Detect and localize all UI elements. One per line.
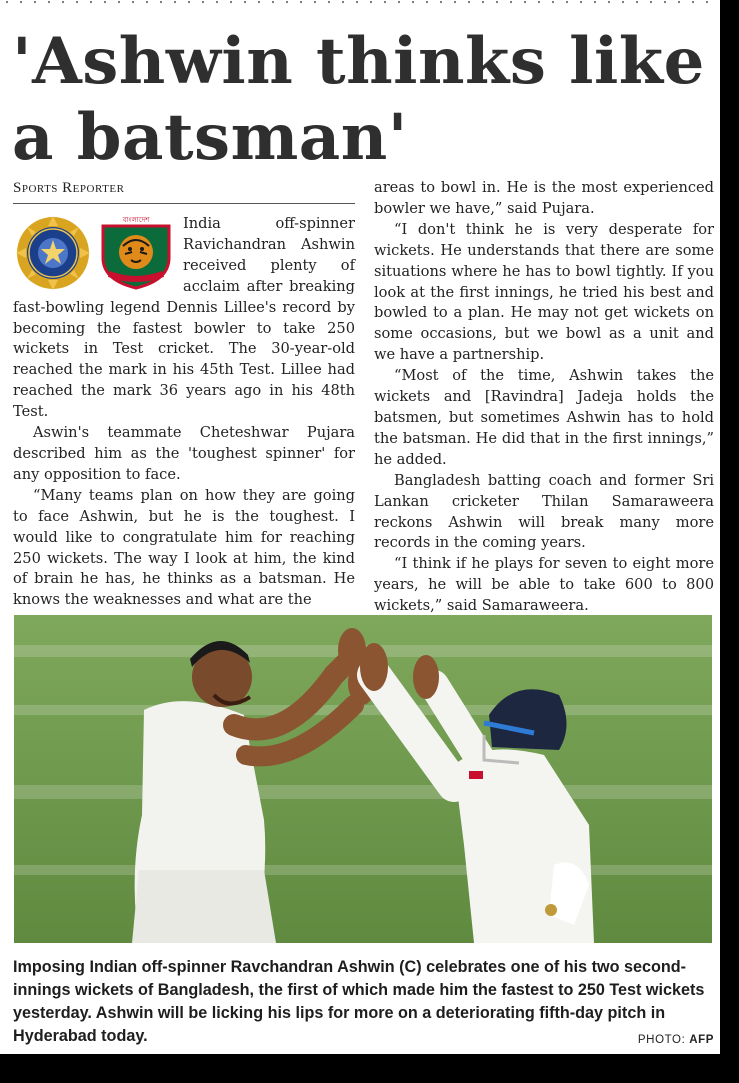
headline: 'Ashwin thinks like a batsman' xyxy=(12,24,705,175)
byline: Sports Reporter xyxy=(13,178,355,204)
article-column-left xyxy=(13,178,355,609)
logo-group xyxy=(13,214,177,296)
article-paragraph: “I think if he plays for seven to eight more years, he will be able to take 600 to 800 wickets,” said Samaraweera. xyxy=(374,555,714,615)
photo-caption: Imposing Indian off-spinner Ravchandran Ashwin (C) celebrates one of his two second-innings wickets of Bangladesh, the first of which made him the fastest to 250 Test wickets yesterday. Ashwin will be licking his lips for more on a deteriorating fifth-day pitch in Hyderabad today. xyxy=(13,958,705,1045)
article-paragraph: Bangladesh batting coach and former Sri Lankan cricketer Thilan Samaraweera reckons Ashwin will break many more records in the coming years. xyxy=(374,471,714,552)
photo-credit xyxy=(638,1034,714,1046)
article-paragraph: “Most of the time, Ashwin takes the wickets and [Ravindra] Jadeja holds the batsmen, but sometimes Ashwin has to hold the batsman. He did that in the first innings,” he added. xyxy=(374,367,714,468)
article-paragraph: “Many teams plan on how they are going to face Ashwin, but he is the toughest. I would like to congratulate him for reaching 250 wickets. The way I look at him, the kind of brain he has, he thinks as a batsman. He knows the weaknesses and what are the xyxy=(13,486,355,609)
bcb-logo-icon xyxy=(99,214,173,290)
article-paragraph: areas to bowl in. He is the most experienced bowler we have,” said Pujara. xyxy=(374,179,714,217)
article-paragraph: India off-spinner Ravichandran Ashwin received plenty of acclaim after breaking fast-bowling legend Dennis Lillee's record by becoming the fastest bowler to take 250 wickets in Test cricket. The 30-year-old reached the mark in his 45th Test. Lillee had reached the mark 36 years ago in his 48th Test. xyxy=(13,215,355,421)
article-paragraph: Aswin's teammate Cheteshwar Pujara described him as the 'toughest spinner' for any opposition to face. xyxy=(13,424,355,483)
bcb-logo-script: বাংলাদেশ xyxy=(122,216,150,224)
article-column-right xyxy=(374,178,714,615)
news-photo xyxy=(14,615,712,943)
top-dotted-rule xyxy=(0,0,720,4)
article-paragraph: “I don't think he is very desperate for wickets. He understands that there are some situations where he has to bowl tightly. If you look at the first innings, he tried his best and bowled to a plan. He may not get wickets on some occasions, but we bowl as a unit and we have a partnership. xyxy=(374,220,714,364)
bcci-logo-icon xyxy=(16,216,90,290)
photo-credit-label: PHOTO: xyxy=(637,1034,686,1046)
cricket-celebration-image xyxy=(14,615,712,943)
photo-credit-source: AFP xyxy=(689,1034,714,1046)
